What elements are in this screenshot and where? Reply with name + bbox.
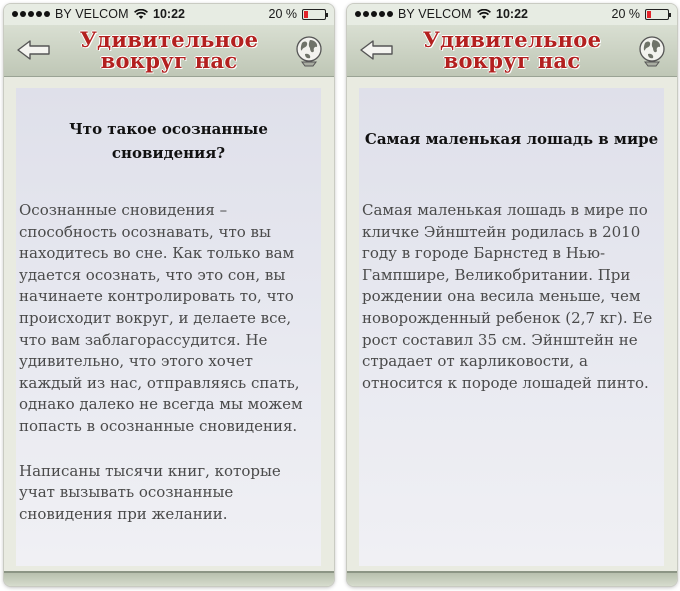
bottom-bar (347, 571, 677, 586)
battery-level (647, 11, 651, 18)
back-arrow-icon[interactable] (359, 39, 395, 61)
status-bar (347, 4, 677, 25)
phone-screen-right (347, 4, 677, 586)
globe-icon[interactable] (637, 34, 667, 68)
nav-bar (347, 25, 677, 77)
status-time: 10:22 (153, 7, 185, 21)
bottom-bar (4, 571, 334, 586)
globe-icon[interactable] (294, 34, 324, 68)
article-paragraph: Самая маленькая лошадь в мире по кличке Эйнштейн родилась в 2010 году в городе Барнстед в Нью-Гампшире, Великобритании. При рождении она весила меньше, чем новорожденный ребенок (2,7 кг). Ее рост составил 35 см. Эйнштейн не страдает от карликовости, а относится к породе лошадей пинто. (362, 201, 653, 392)
article-body (19, 200, 313, 548)
battery-percent: 20 % (611, 7, 640, 21)
article-paragraph: Написаны тысячи книг, которые учат вызывать осознанные сновидения при желании. (19, 461, 281, 523)
battery-icon (302, 9, 326, 20)
app-title (54, 29, 284, 71)
battery-icon (645, 9, 669, 20)
app-title (397, 29, 627, 71)
nav-bar (4, 25, 334, 77)
app-title-line2: вокруг нас (100, 48, 238, 73)
status-bar (4, 4, 334, 25)
phone-screen-left (4, 4, 334, 586)
app-title-line2: вокруг нас (443, 48, 581, 73)
status-time: 10:22 (496, 7, 528, 21)
article-card[interactable] (16, 88, 321, 566)
app-title-line1: Удивительное (422, 27, 602, 52)
back-arrow-icon[interactable] (16, 39, 52, 61)
article-title: Что такое осознанные сновидения? (69, 120, 268, 162)
carrier-label: BY VELCOM (398, 7, 472, 21)
battery-percent: 20 % (268, 7, 297, 21)
battery-level (304, 11, 308, 18)
app-title-line1: Удивительное (79, 27, 259, 52)
article-title: Самая маленькая лошадь в мире (364, 130, 659, 148)
article-paragraph: Осознанные сновидения – способность осознавать, что вы находитесь во сне. Как только вам удается осознать, что это сон, вы начинаете контролировать то, что происходит вокруг, и делаете все, что вам заблагорассудится. Не удивительно, что этого хочет каждый из нас, отправляясь спать, однако далеко не всегда мы можем попасть в осознанные сновидения. (19, 201, 303, 435)
article-body (362, 200, 656, 417)
carrier-label: BY VELCOM (55, 7, 129, 21)
article-card[interactable] (359, 88, 664, 566)
